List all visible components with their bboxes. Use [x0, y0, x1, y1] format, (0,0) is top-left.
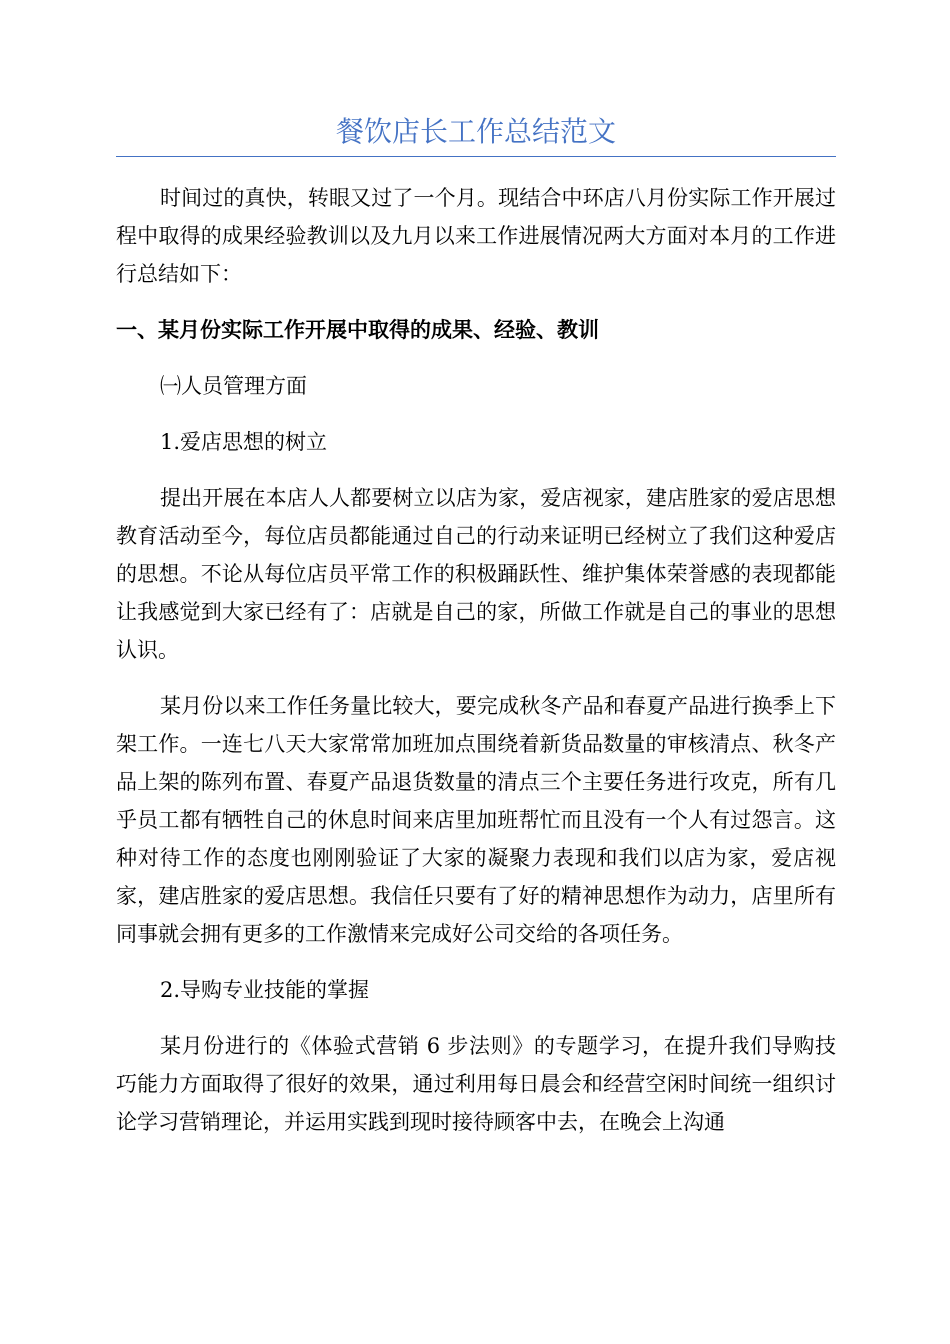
title-underline: [116, 156, 836, 157]
item-heading: 2.导购专业技能的掌握: [160, 978, 370, 1002]
document-title: 餐饮店长工作总结范文: [335, 115, 616, 148]
document-page: [116, 112, 836, 1141]
intro-paragraph: 时间过的真快，转眼又过了一个月。现结合中环店八月份实际工作开展过程中取得的成果经验教训以及九月以来工作进展情况两大方面对本月的工作进行总结如下：: [116, 186, 836, 286]
body-paragraph: 某月份以来工作任务量比较大，要完成秋冬产品和春夏产品进行换季上下架工作。一连七八天大家常常加班加点围绕着新货品数量的审核清点、秋冬产品上架的陈列布置、春夏产品退货数量的清点三个主要任务进行攻克，所有几乎员工都有牺牲自己的休息时间来店里加班帮忙而且没有一个人有过怨言。这种对待工作的态度也刚刚验证了大家的凝聚力表现和我们以店为家，爱店视家，建店胜家的爱店思想。我信任只要有了好的精神思想作为动力，店里所有同事就会拥有更多的工作激情来完成好公司交给的各项任务。: [116, 694, 836, 946]
section-heading: 一、某月份实际工作开展中取得的成果、经验、教训: [116, 317, 599, 342]
body-paragraph: 某月份进行的《体验式营销 6 步法则》的专题学习，在提升我们导购技巧能力方面取得了很好的效果，通过利用每日晨会和经营空闲时间统一组织讨论学习营销理论，并运用实践到现时接待顾客中去，在晚会上沟通: [116, 1034, 836, 1134]
body-paragraph: 提出开展在本店人人都要树立以店为家，爱店视家，建店胜家的爱店思想教育活动至今，每位店员都能通过自己的行动来证明已经树立了我们这种爱店的思想。不论从每位店员平常工作的积极踊跃性、维护集体荣誉感的表现都能让我感觉到大家已经有了：店就是自己的家，所做工作就是自己的事业的思想认识。: [116, 486, 836, 662]
subsection-heading: ㈠人员管理方面: [160, 374, 307, 398]
item-heading: 1.爱店思想的树立: [160, 430, 328, 454]
